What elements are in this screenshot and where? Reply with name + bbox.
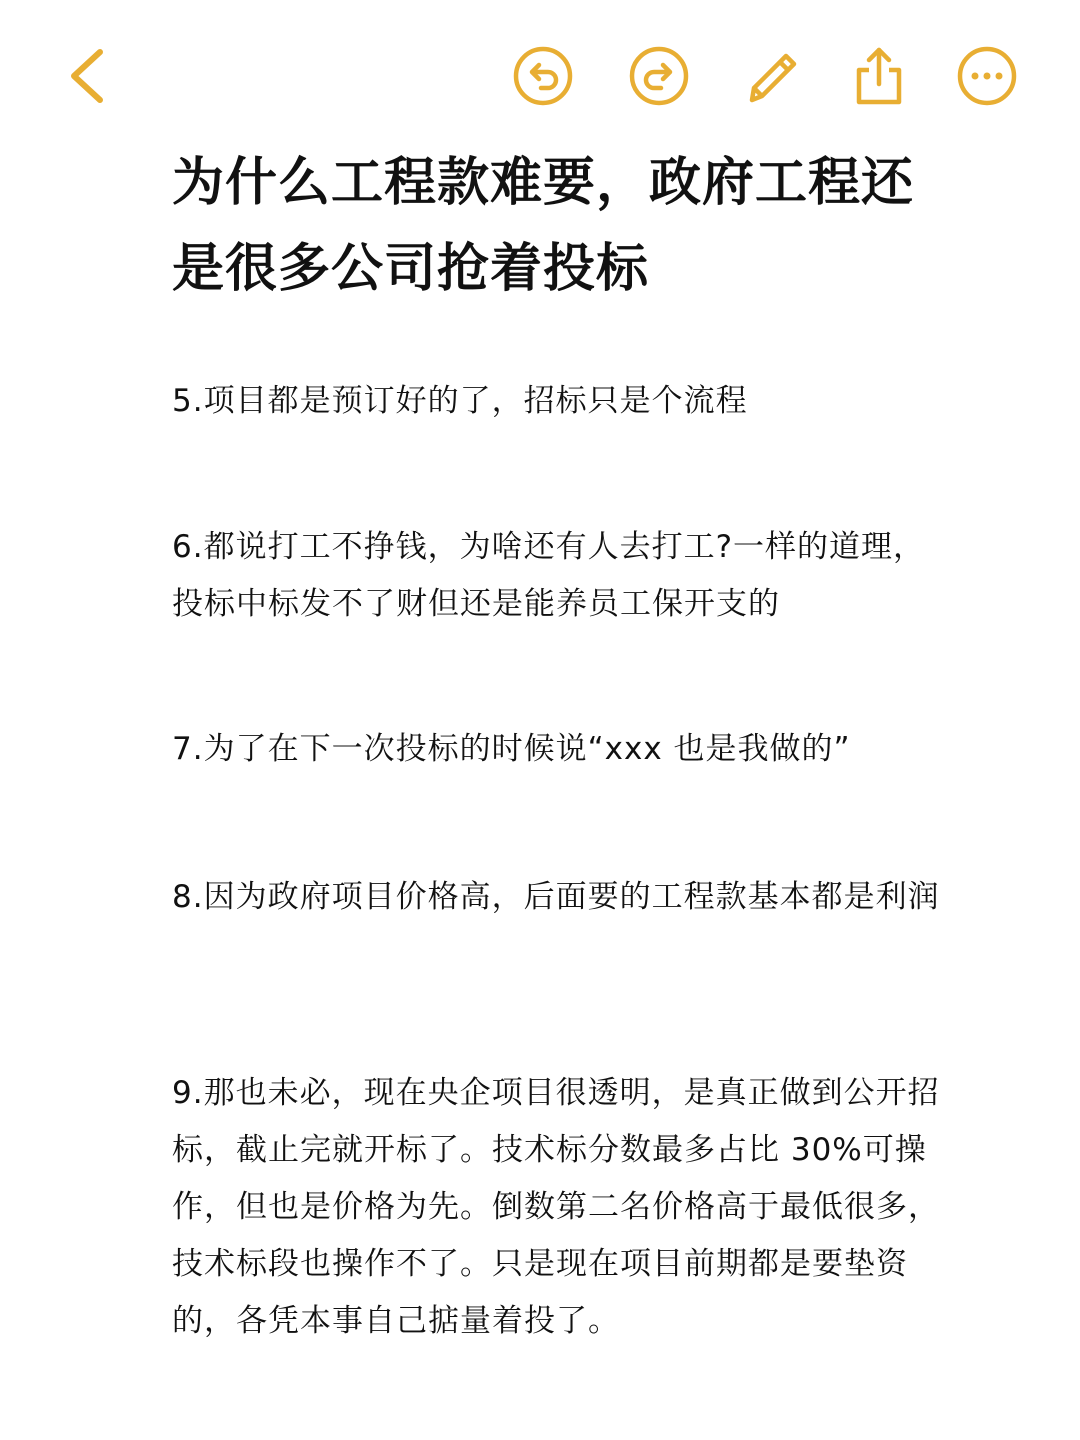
list-item: 5.项目都是预订好的了，招标只是个流程 bbox=[172, 383, 748, 419]
list-item: 7.为了在下一次投标的时候说“xxx 也是我做的” bbox=[172, 731, 851, 767]
share-icon bbox=[847, 44, 911, 108]
undo-icon bbox=[511, 44, 575, 108]
note-title: 为什么工程款难要，政府工程还是很多公司抢着投标 bbox=[172, 152, 915, 299]
list-item: 8.因为政府项目价格高，后面要的工程款基本都是利润 bbox=[172, 879, 940, 915]
note-body[interactable] bbox=[172, 140, 942, 1339]
share-button[interactable] bbox=[847, 44, 911, 108]
chevron-left-icon bbox=[58, 44, 122, 108]
more-icon bbox=[955, 44, 1019, 108]
redo-button[interactable] bbox=[627, 44, 691, 108]
list-item: 6.都说打工不挣钱，为啥还有人去打工?一样的道理，投标中标发不了财但还是能养员工保开支的 bbox=[172, 529, 926, 622]
undo-button[interactable] bbox=[511, 44, 575, 108]
list-item: 9.那也未必，现在央企项目很透明，是真正做到公开招标，截止完就开标了。技术标分数最多占比 30%可操作，但也是价格为先。倒数第二名价格高于最低很多，技术标段也操作不了。只是现在项目前期都是要垫资的，各凭本事自己掂量着投了。 bbox=[172, 1075, 940, 1339]
back-button[interactable] bbox=[58, 44, 122, 108]
pencil-icon bbox=[742, 44, 806, 108]
edit-button[interactable] bbox=[742, 44, 806, 108]
toolbar bbox=[0, 0, 1080, 150]
more-button[interactable] bbox=[955, 44, 1019, 108]
redo-icon bbox=[627, 44, 691, 108]
